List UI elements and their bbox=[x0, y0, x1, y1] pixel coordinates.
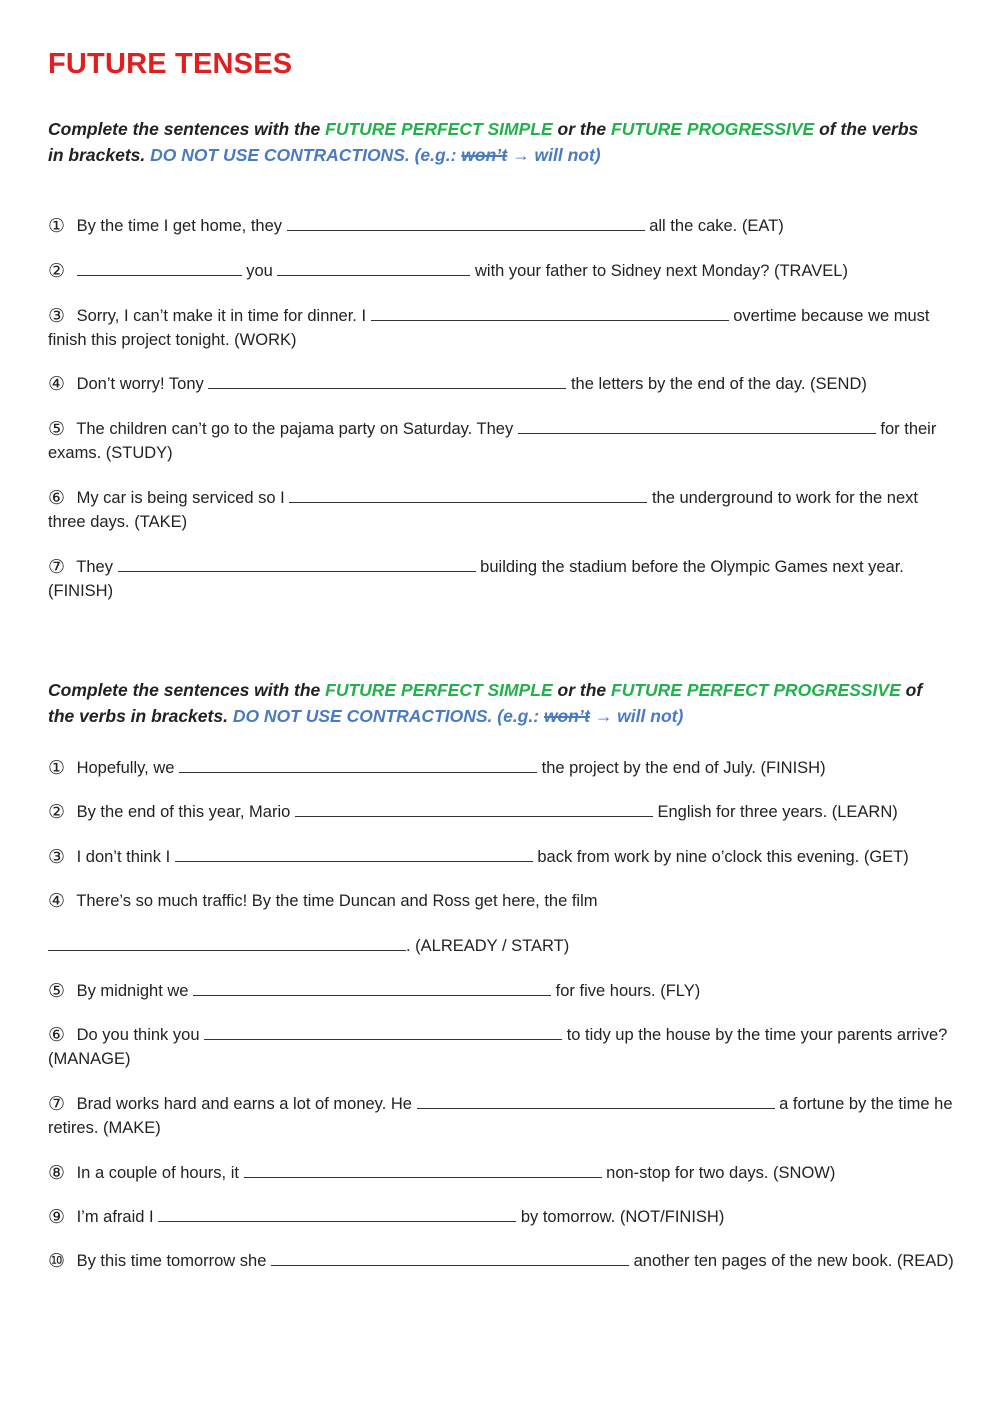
answer-blank[interactable] bbox=[289, 488, 647, 503]
item-number: ⑥ bbox=[48, 1024, 66, 1046]
page-title: FUTURE TENSES bbox=[48, 48, 293, 80]
item-number: ① bbox=[48, 757, 66, 779]
answer-blank[interactable] bbox=[287, 216, 645, 231]
tense-name-2: FUTURE PERFECT PROGRESSIVE bbox=[611, 680, 901, 700]
exercise2-item-1: ① Hopefully, we the project by the end of July. (FINISH) bbox=[48, 757, 826, 779]
answer-blank[interactable] bbox=[48, 936, 406, 951]
instr-text: or the bbox=[552, 680, 611, 700]
answer-blank[interactable] bbox=[295, 802, 653, 817]
exercise1-item-3: ③ Sorry, I can’t make it in time for dinner. I overtime because we must finish this project tonight. (WORK) bbox=[48, 305, 930, 349]
exercise2-item-4-continued: . (ALREADY / START) bbox=[48, 934, 956, 958]
exercise1-item-6: ⑥ My car is being serviced so I the underground to work for the next three days. (TAKE) bbox=[48, 487, 918, 531]
exercise2-item-9: ⑨ I’m afraid I by tomorrow. (NOT/FINISH) bbox=[48, 1206, 725, 1228]
contraction-warning: DO NOT USE CONTRACTIONS. (e.g.: won’t → will not) bbox=[150, 145, 601, 165]
answer-blank[interactable] bbox=[371, 306, 729, 321]
answer-blank[interactable] bbox=[179, 758, 537, 773]
item-number: ⑦ bbox=[48, 1093, 66, 1115]
instr-text: Complete the sentences with the bbox=[48, 680, 326, 700]
answer-blank[interactable] bbox=[417, 1094, 775, 1109]
instr-text: or the bbox=[552, 119, 611, 139]
item-number: ② bbox=[48, 260, 66, 282]
item-number: ⑨ bbox=[48, 1206, 66, 1228]
answer-blank[interactable] bbox=[277, 261, 470, 276]
item-number: ③ bbox=[48, 846, 66, 868]
item-number: ⑤ bbox=[48, 418, 66, 440]
exercise1-item-4: ④ Don’t worry! Tony the letters by the end of the day. (SEND) bbox=[48, 373, 867, 395]
arrow-right-icon: → bbox=[512, 145, 530, 165]
exercise2-item-10: ⑩ By this time tomorrow she another ten pages of the new book. (READ) bbox=[48, 1250, 954, 1272]
tense-name-2: FUTURE PROGRESSIVE bbox=[611, 119, 815, 139]
item-number: ④ bbox=[48, 890, 66, 912]
answer-blank[interactable] bbox=[158, 1207, 516, 1222]
arrow-right-icon: → bbox=[594, 706, 613, 726]
struck-example: won’t bbox=[461, 145, 508, 165]
exercise2-item-8: ⑧ In a couple of hours, it non-stop for two days. (SNOW) bbox=[48, 1162, 836, 1184]
item-number: ⑩ bbox=[48, 1250, 66, 1272]
answer-blank[interactable] bbox=[175, 847, 533, 862]
item-number: ⑦ bbox=[48, 556, 66, 578]
answer-blank[interactable] bbox=[118, 557, 476, 572]
exercise2-item-2: ② By the end of this year, Mario English for three years. (LEARN) bbox=[48, 801, 898, 823]
exercise2-item-4: ④ There’s so much traffic! By the time Duncan and Ross get here, the film bbox=[48, 890, 598, 912]
exercise2-item-5: ⑤ By midnight we for five hours. (FLY) bbox=[48, 980, 701, 1002]
answer-blank[interactable] bbox=[204, 1025, 562, 1040]
exercise1-item-5: ⑤ The children can’t go to the pajama party on Saturday. They for their exams. (STUDY) bbox=[48, 418, 937, 462]
exercise2-item-7: ⑦ Brad works hard and earns a lot of money. He a fortune by the time he retires. (MAKE) bbox=[48, 1093, 953, 1137]
exercise1-item-7: ⑦ They building the stadium before the Olympic Games next year. (FINISH) bbox=[48, 556, 904, 600]
item-number: ⑤ bbox=[48, 980, 66, 1002]
instr-text: of the verbs in brackets. bbox=[48, 680, 923, 726]
instr-text: of the verbs in brackets. bbox=[48, 119, 919, 165]
item-number: ④ bbox=[48, 373, 66, 395]
answer-blank[interactable] bbox=[193, 981, 551, 996]
item-number: ⑧ bbox=[48, 1162, 66, 1184]
item-number: ② bbox=[48, 801, 66, 823]
instr-text: Complete the sentences with the bbox=[48, 119, 326, 139]
answer-blank[interactable] bbox=[77, 261, 242, 276]
section1-instructions bbox=[48, 116, 938, 168]
exercise1-item-2: ② you with your father to Sidney next Monday? (TRAVEL) bbox=[48, 260, 848, 282]
item-number: ⑥ bbox=[48, 487, 66, 509]
answer-blank[interactable] bbox=[271, 1251, 629, 1266]
item-number: ① bbox=[48, 215, 66, 237]
answer-blank[interactable] bbox=[518, 419, 876, 434]
struck-example: won’t bbox=[543, 706, 590, 726]
exercise1-item-1: ① By the time I get home, they all the cake. (EAT) bbox=[48, 215, 784, 237]
tense-name-1: FUTURE PERFECT SIMPLE bbox=[325, 119, 553, 139]
answer-blank[interactable] bbox=[208, 374, 566, 389]
tense-name-1: FUTURE PERFECT SIMPLE bbox=[325, 680, 553, 700]
exercise2-item-3: ③ I don’t think I back from work by nine o’clock this evening. (GET) bbox=[48, 846, 909, 868]
exercise2-item-6: ⑥ Do you think you to tidy up the house by the time your parents arrive? (MANAGE) bbox=[48, 1024, 948, 1068]
contraction-warning: DO NOT USE CONTRACTIONS. (e.g.: won’t → will not) bbox=[232, 706, 684, 726]
item-number: ③ bbox=[48, 305, 66, 327]
answer-blank[interactable] bbox=[244, 1163, 602, 1178]
section2-instructions bbox=[48, 677, 938, 729]
